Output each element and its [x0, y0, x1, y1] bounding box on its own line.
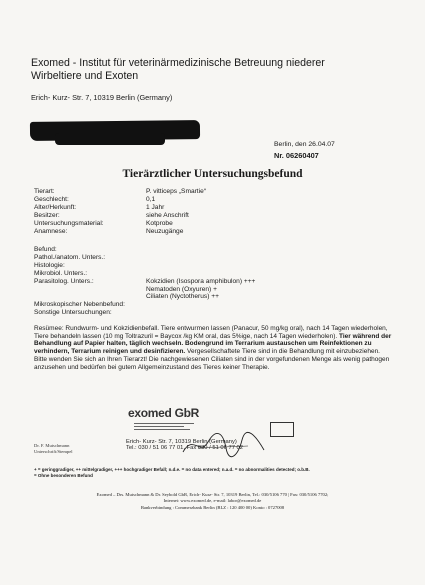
finding-row — [34, 262, 255, 270]
finding-row — [34, 293, 255, 301]
field-value: P. vitticeps „Smartie“ — [146, 188, 206, 195]
finding-value: Nematoden (Oxyuren) + — [146, 285, 217, 293]
findings-heading: Befund: — [34, 246, 57, 253]
doctor-role: Unterschrift/Stempel — [34, 448, 73, 454]
finding-row — [34, 270, 255, 278]
footer-line1: Exomed – Drs. Mutschmann & Dr. Seybold GbR, Erich- Kurz- Str. 7, 10319 Berlin, Tel.: 030/5106 770 | Fax: 030/5106 7702; — [96, 492, 329, 497]
legend-line2: = Ohne besonderen Befund — [34, 473, 93, 478]
stamp-address — [126, 439, 243, 452]
other-tests-label: Sonstige Untersuchungen: — [34, 309, 112, 317]
field-label: Untersuchungsmaterial: — [34, 219, 104, 227]
summary-text-bold: Tier während der Behandlung auf Papier halten, täglich wechseln. Bodengrund im Terrarium austauschen um Reinfektionen zu verhindern, Terrarium reinigen und desinfizieren. — [34, 332, 392, 356]
field-row — [34, 188, 206, 196]
field-row — [34, 196, 206, 204]
field-label: Geschlecht: — [34, 195, 69, 203]
institute-title-line2: Wirbeltiere und Exoten — [31, 70, 139, 82]
animal-info-fields — [34, 188, 206, 235]
summary-paragraph — [34, 325, 394, 371]
finding-label: Parasitolog. Unters.: — [34, 277, 94, 285]
field-label: Besitzer: — [34, 211, 60, 219]
field-row — [34, 212, 206, 220]
field-label: Tierart: — [34, 188, 55, 195]
institute-title-line1: Exomed - Institut für veterinärmedizinische Betreuung niederer — [31, 57, 325, 69]
field-row — [34, 228, 206, 236]
field-value: siehe Anschrift — [146, 211, 189, 219]
institute-address: Erich- Kurz- Str. 7, 10319 Berlin (Germany) — [31, 93, 173, 102]
doctor-name: Dr. F. Mutschmann — [34, 443, 70, 448]
field-value: Neuzugänge — [146, 227, 184, 235]
field-value: Kotprobe — [146, 219, 173, 227]
grading-legend — [34, 467, 310, 479]
institute-title — [31, 57, 325, 83]
summary-text-rest: Vergesellschaftete Tiere sind in die Behandlung mit einzubeziehen. Bitte wenden Sie sich an Ihren Tierarzt! Die nachgewiesenen Ciliaten sind in der vorgefundenen Menge als wenig pathogen anzusehen und bedürfen bei gutem Allgemeinzustand des Tieres keiner Therapie. — [34, 348, 390, 371]
finding-value: Ciliaten (Nyctotherus) ++ — [146, 293, 219, 301]
summary-text-intro: Resümee: Rundwurm- und Kokzidienbefall. Tiere entwurmen lassen (Panacur, 50 mg/kg oral), nach 14 Tagen wiederholen, Tiere behandeln lassen (10 mg Toltrazuril = Baycox /kg KM oral, das 5%ige, nach 14 Tagen wiederholen). — [34, 325, 388, 340]
report-number: Nr. 06260407 — [274, 151, 319, 160]
microscopic-finding-label: Mikroskopischer Nebenbefund: — [34, 301, 125, 309]
field-row — [34, 220, 206, 228]
finding-label: Histologie: — [34, 261, 65, 269]
field-value: 1 Jahr — [146, 203, 165, 211]
finding-label — [34, 293, 146, 301]
field-label: Anamnese: — [34, 227, 68, 235]
stamp-address-line2: Tel.: 030 / 51 06 77 01, Fax 030 / 51 06 77 02 — [126, 445, 243, 452]
field-row — [34, 204, 206, 212]
finding-row — [34, 278, 255, 286]
page-footer — [0, 492, 425, 511]
report-date: Berlin, den 26.04.07 — [274, 141, 335, 148]
redacted-address-block-lower — [55, 133, 165, 145]
field-value: 0,1 — [146, 195, 156, 203]
clinic-stamp — [118, 406, 304, 452]
footer-line2: Internet: www.exomed.de, e-mail: labor@exomed.de — [163, 498, 262, 504]
stamp-logo: exomed GbR — [128, 406, 200, 420]
stamp-seal-box — [270, 422, 294, 437]
stamp-address-line1: Erich- Kurz- Str. 7, 10319 Berlin (Germany) — [126, 439, 237, 445]
footer-line3: Bankverbindung : Commerzbank Berlin (BLZ : 120 400 00) Konto : 0727008 — [140, 504, 285, 510]
document-title: Tierärztlicher Untersuchungsbefund — [122, 168, 303, 180]
field-label: Alter/Herkunft: — [34, 203, 77, 211]
finding-label: Pathol./anatom. Unters.: — [34, 253, 106, 261]
finding-row — [34, 254, 255, 262]
doctor-signature-block — [34, 443, 73, 454]
finding-label — [34, 286, 146, 294]
finding-row — [34, 286, 255, 294]
finding-value: Kokzidien (Isospora amphibulon) +++ — [146, 277, 256, 285]
finding-label: Mikrobiol. Unters.: — [34, 269, 88, 277]
findings-section — [34, 246, 255, 317]
legend-line1: + = geringgradiger, ++ mittelgradiger, +++ hochgradiger Befall; n.d.e. = no data entered; n.a.d. = no abnormalities detected; o.b.B. — [34, 467, 310, 472]
